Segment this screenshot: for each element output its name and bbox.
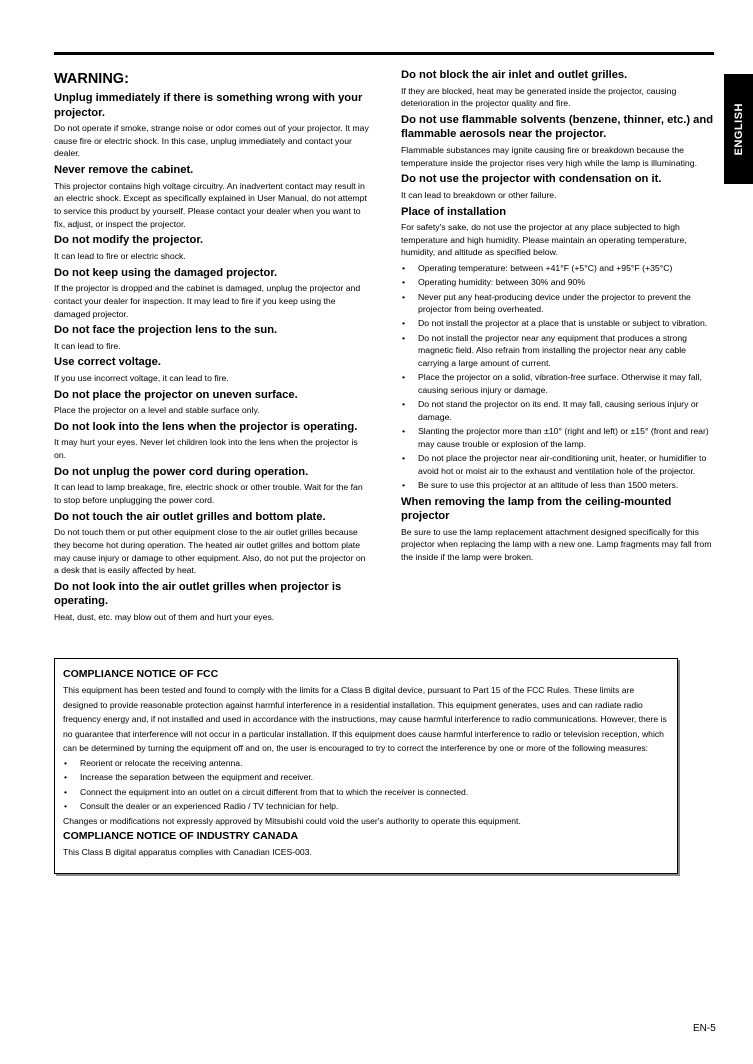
bullet: • xyxy=(64,757,68,768)
section-body: It can lead to fire. xyxy=(54,340,121,351)
section-power-cord xyxy=(54,465,372,507)
section-sun xyxy=(54,323,372,352)
bullet: • xyxy=(402,452,406,463)
list-item xyxy=(401,317,714,330)
section-body: It may hurt your eyes. Never let children look into the lens when the projector is on. xyxy=(54,437,358,461)
industry-canada-body: This Class B digital apparatus complies with Canadian ICES-003. xyxy=(63,847,312,857)
bullet: • xyxy=(64,786,68,797)
section-body: Do not touch them or put other equipment close to the air outlet grilles because they become hot during operation. The heated air outlet grilles and bottom plate may cause injury or damage to other equipment. Also, do not put the projector on a desk that is easily affected by heat. xyxy=(54,527,366,576)
fcc-title: COMPLIANCE NOTICE OF FCC xyxy=(63,668,219,680)
list-item-text: Do not install the projector at a place that is unstable or subject to vibration. xyxy=(418,318,708,329)
language-tab xyxy=(724,74,753,184)
list-item-text: Increase the separation between the equipment and receiver. xyxy=(80,772,314,782)
section-title: Place of installation xyxy=(401,205,507,218)
fcc-notice-box xyxy=(54,658,678,874)
language-tab-label: ENGLISH xyxy=(732,102,745,156)
list-item-text: Be sure to use this projector at an altitude of less than 1500 meters. xyxy=(418,479,679,490)
section-ceiling-lamp xyxy=(401,495,714,564)
section-body: It can lead to breakdown or other failure. xyxy=(401,189,557,200)
section-title: Do not look into the air outlet grilles when projector is operating. xyxy=(54,580,342,608)
section-body: Place the projector on a level and stable surface only. xyxy=(54,405,260,416)
bullet: • xyxy=(402,318,406,329)
section-body: For safety's sake, do not use the projector at any place subjected to high temperature and high humidity. Please maintain an operating temperature, humidity, and altitude as specified below. xyxy=(401,222,687,258)
list-item xyxy=(401,371,714,396)
section-body: Do not operate if smoke, strange noise or odor comes out of your projector. It may cause fire or electric shock. In this case, unplug immediately and contact your dealer. xyxy=(54,123,369,159)
section-title: Do not block the air inlet and outlet grilles. xyxy=(401,69,628,81)
list-item xyxy=(63,756,669,771)
list-item-text: Consult the dealer or an experienced Radio / TV technician for help. xyxy=(80,801,339,811)
section-title: Use correct voltage. xyxy=(54,356,161,369)
list-item xyxy=(401,291,714,316)
section-modify xyxy=(54,233,372,262)
section-body: It can lead to fire or electric shock. xyxy=(54,250,186,261)
warning-heading: WARNING: xyxy=(54,71,129,87)
bullet: • xyxy=(402,277,406,288)
list-item-text: Operating temperature: between +41°F (+5°C) and +95°F (+35°C) xyxy=(418,263,673,274)
section-title: Do not look into the lens when the projector is operating. xyxy=(54,420,358,433)
bullet: • xyxy=(64,772,68,782)
list-item-text: Connect the equipment into an outlet on a circuit different from that to which the receiver is connected. xyxy=(80,786,469,797)
fcc-body: This equipment has been tested and found to comply with the limits for a Class B digital device, pursuant to Part 15 of the FCC Rules. These limits are designed to provide reasonable protection against harmful interference in a residential installation. This equipment generates, uses and can radiate radio frequency energy and, if not installed and used in accordance with the instructions, may cause harmful interference to radio communications. However, there is no guarantee that interference will not occur in a particular installation. If this equipment does cause harmful interference to radio or television reception, which can be determined by turning the equipment off and on, the user is encouraged to try to correct the interference by one or more of the following measures: xyxy=(63,685,667,753)
bullet: • xyxy=(402,479,406,490)
section-title: Unplug immediately if there is something wrong with your projector. xyxy=(54,92,363,119)
section-unplug xyxy=(54,91,372,160)
section-body: Heat, dust, etc. may blow out of them and hurt your eyes. xyxy=(54,611,275,622)
section-voltage xyxy=(54,355,372,384)
list-item xyxy=(401,479,714,492)
list-item-text: Reorient or relocate the receiving antenna. xyxy=(80,757,243,768)
list-item xyxy=(63,770,669,785)
installation-list xyxy=(401,262,714,491)
list-item xyxy=(401,398,714,423)
section-title: Do not use flammable solvents (benzene, thinner, etc.) and flammable aerosols near the projector. xyxy=(401,113,714,141)
section-title: Do not place the projector on uneven surface. xyxy=(54,388,298,401)
section-body: If you use incorrect voltage, it can lead to fire. xyxy=(54,372,229,383)
list-item-text: Place the projector on a solid, vibration-free surface. Otherwise it may fall, causing serious injury or damage. xyxy=(418,372,702,395)
bullet: • xyxy=(402,372,406,383)
section-title: Do not use the projector with condensation on it. xyxy=(401,173,662,186)
list-item-text: Slanting the projector more than ±10° (right and left) or ±15° (front and rear) may cause trouble or explosion of the lamp. xyxy=(418,426,709,449)
section-outlet-touch xyxy=(54,510,372,577)
section-body: Be sure to use the lamp replacement attachment designed specifically for this projector when replacing the lamp with a new one. Lamp fragments may fall from the inside if the lamp were broken. xyxy=(401,526,712,562)
right-column xyxy=(401,68,714,567)
section-cabinet xyxy=(54,163,372,230)
fcc-measures-list xyxy=(63,756,669,814)
section-installation xyxy=(401,205,714,492)
section-damaged xyxy=(54,266,372,321)
list-item-text: Operating humidity: between 30% and 90% xyxy=(418,277,586,288)
bullet: • xyxy=(402,263,406,274)
section-title: Do not keep using the damaged projector. xyxy=(54,266,278,279)
page-number: EN-5 xyxy=(693,1023,716,1034)
list-item-text: Never put any heat-producing device under the projector to prevent the projector from being overheated. xyxy=(418,291,691,315)
section-body: It can lead to lamp breakage, fire, electric shock or other trouble. Wait for the fan to stop before unplugging the power cord. xyxy=(54,482,363,505)
fcc-changes-text: Changes or modifications not expressly approved by Mitsubishi could void the user's authority to operate this equipment. xyxy=(63,815,521,826)
section-title: Do not unplug the power cord during operation. xyxy=(54,465,309,478)
list-item-text: Do not place the projector near air-conditioning unit, heater, or humidifier to avoid hot or moist air to the exhaust and ventilation hole of the projector. xyxy=(418,452,707,476)
section-uneven xyxy=(54,388,372,417)
section-title: Never remove the cabinet. xyxy=(54,164,194,177)
section-body: If the projector is dropped and the cabinet is damaged, unplug the projector and contact your dealer for inspection. It may lead to fire if you keep using the damaged projector. xyxy=(54,283,361,319)
bullet: • xyxy=(402,332,406,343)
section-title: Do not touch the air outlet grilles and bottom plate. xyxy=(54,510,326,523)
section-title: When removing the lamp from the ceiling-mounted projector xyxy=(401,495,672,523)
list-item xyxy=(401,262,714,275)
list-item xyxy=(63,799,669,814)
section-air-inlet xyxy=(401,68,714,110)
section-body: This projector contains high voltage circuitry. An inadvertent contact may result in an electric shock. Except as specifically explained in User Manual, do not attempt to service this product by yourself. Please contact your dealer when you want to fix, adjust, or inspect the projector. xyxy=(54,180,367,229)
bullet: • xyxy=(402,399,406,410)
industry-canada-title: COMPLIANCE NOTICE OF INDUSTRY CANADA xyxy=(63,830,299,842)
section-body: Flammable substances may ignite causing fire or breakdown because the temperature inside the projector rises very high while the lamp is illuminating. xyxy=(401,144,697,168)
section-solvents xyxy=(401,113,714,169)
section-title: Do not modify the projector. xyxy=(54,234,204,247)
section-outlet-look xyxy=(54,580,372,624)
left-column xyxy=(54,68,372,627)
bullet: • xyxy=(402,426,406,437)
bullet: • xyxy=(64,801,68,811)
list-item xyxy=(401,452,714,477)
section-lens xyxy=(54,420,372,462)
bullet: • xyxy=(402,291,406,302)
list-item-text: Do not stand the projector on its end. It may fall, causing serious injury or damage. xyxy=(418,399,699,422)
section-title: Do not face the projection lens to the sun. xyxy=(54,324,278,337)
section-body: If they are blocked, heat may be generated inside the projector, causing deterioration in the projector quality and fire. xyxy=(401,85,677,109)
list-item-text: Do not install the projector near any equipment that produces a strong magnetic field. Also refrain from installing the projector near any cable carrying a large amount of current. xyxy=(418,332,687,369)
top-rule xyxy=(54,52,714,55)
section-condensation xyxy=(401,172,714,201)
list-item xyxy=(401,276,714,289)
list-item xyxy=(401,332,714,370)
list-item xyxy=(401,425,714,450)
list-item xyxy=(63,785,669,800)
